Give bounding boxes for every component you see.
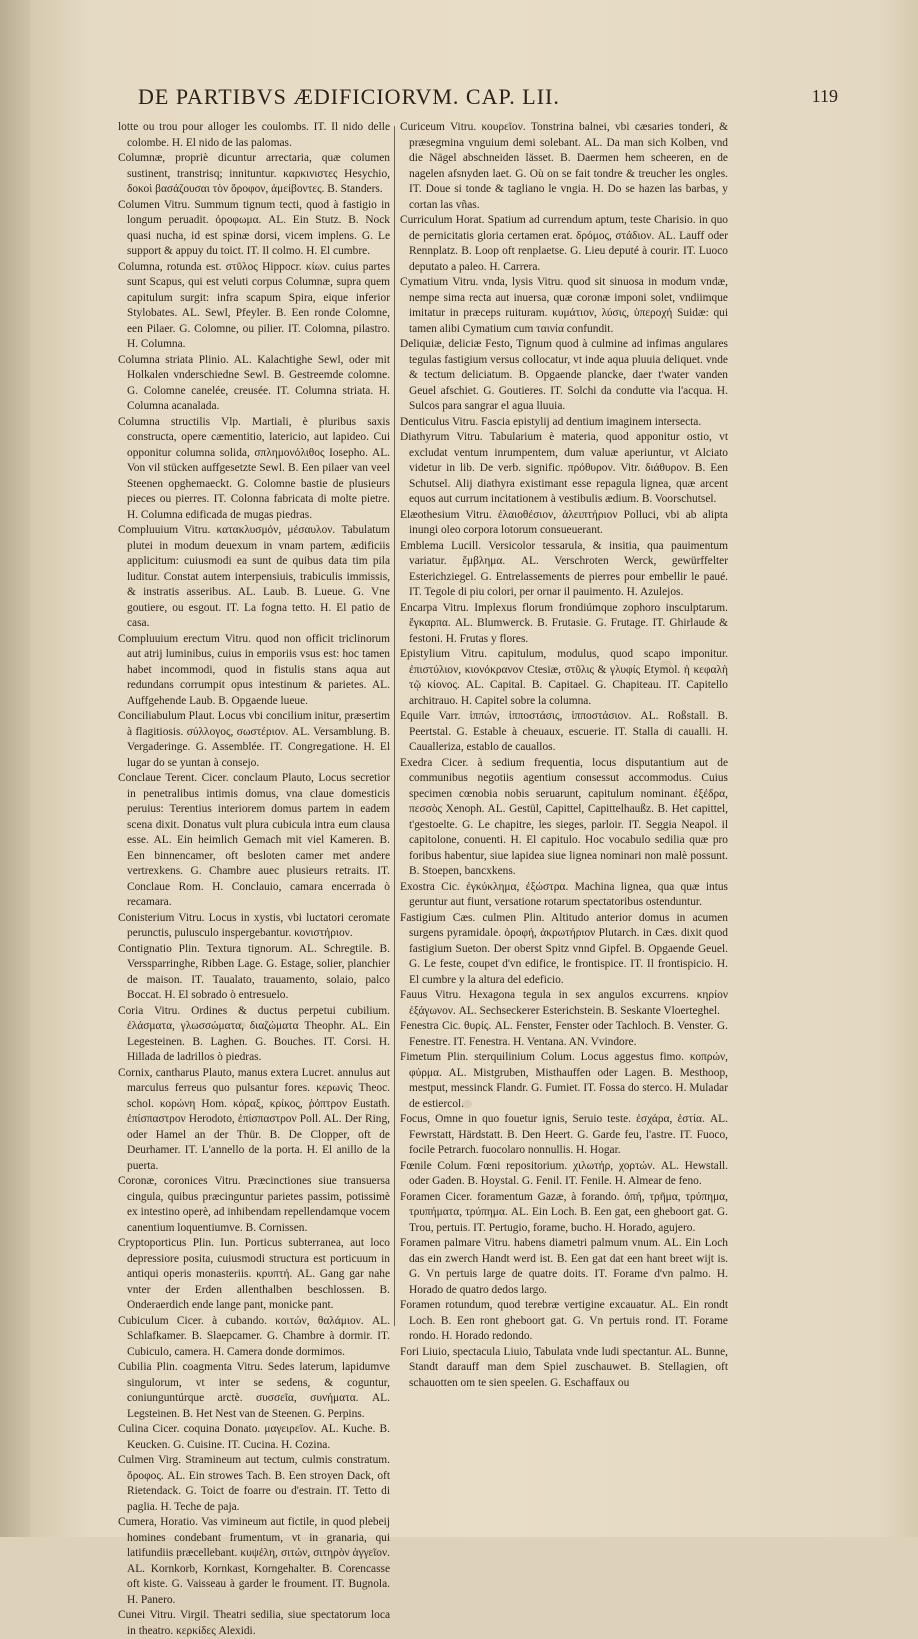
dictionary-entry: Elæothesium Vitru. ἐλαιοθέσιον, ἀλειπτήριον Polluci, vbi ab alipta inungi oleo corpora lotorum consueuerant. xyxy=(400,508,728,536)
column-divider xyxy=(394,126,395,1326)
dictionary-entry: Cubilia Plin. coagmenta Vitru. Sedes laterum, lapidumve singulorum, vt inter se sedens, & coguntur, coniunguntúrque arctè. συσσεῖα, συνήματα. AL. Legsteinen. B. Het Nest van de Steenen. G. Perpins. xyxy=(118,1361,390,1420)
dictionary-entry: Columen Vitru. Summum tignum tecti, quod à fastigio in longum peruadit. ὀροφωμα. AL. Ein Stutz. B. Nock quasi nucha, id est spinæ dorsi, vicem implens. G. Le support & appuy du toict. IT. Il colmo. H. El cumbre. xyxy=(118,198,390,257)
dictionary-entry: Encarpa Vitru. Implexus florum frondiúmque zophoro insculptarum. ἔγκαρπα. AL. Blumwerck. B. Frutasie. G. Frutage. IT. Ghirlaude & festoni. H. Frutas y flores. xyxy=(400,601,728,645)
binding-gutter xyxy=(0,0,30,1537)
dictionary-entry: Compluuium erectum Vitru. quod non officit triclinorum aut atrij luminibus, cuius in emporiis vsus est: hoc tamen habet incommodi, quod in fistulis stans aqua aut redundans corrumpit opus intestinum & parietes. AL. Auffgehende Laub. B. Opgaende lueue. xyxy=(118,632,390,707)
dictionary-entry: Denticulus Vitru. Fascia epistylij ad dentium imaginem intersecta. xyxy=(400,415,702,428)
dictionary-entry: Culmen Virg. Stramineum aut tectum, culmis constratum. ὄροφος. AL. Ein strowes Tach. B. Een stroyen Dack, oft Rietendack. G. Toict de foarre ou d'estrain. IT. Tetto di paglia. H. Teche de paja. xyxy=(118,1454,390,1513)
dictionary-entry: Fimetum Plin. sterquilinium Colum. Locus aggestus fimo. κοπρών, φύρμα. AL. Mistgruben, Misthauffen oder Lagen. B. Mesthoop, mestput, messinck Flandr. G. Fumiet. IT. Fossa do sterco. H. Muladar de estiercol. xyxy=(400,1051,728,1110)
dictionary-entry: Contignatio Plin. Textura tignorum. AL. Schregtile. B. Verssparringhe, Ribben Lage. G. Estage, solier, planchier de maison. IT. Taualato, trauamento, solaio, palco Boccat. H. El sobrado ò entresuelo. xyxy=(118,942,390,1001)
right-column xyxy=(400,120,728,1389)
dictionary-entry: Culina Cicer. coquina Donato. μαγειρεῖον. AL. Kuche. B. Keucken. G. Cuisine. IT. Cucina. H. Cozina. xyxy=(118,1423,390,1451)
dictionary-entry: Columna, rotunda est. στῦλος Hippocr. κίων. cuius partes sunt Scapus, qui est veluti corpus Columnæ, supra quem capitulum surgit: infra scapum Spira, eique inferior Stylobates. AL. Sewl, Pfeyler. B. Een ronde Colomne, een Pilaer. G. Colomne, ou pilier. IT. Colomna, pilastro. H. Columna. xyxy=(118,260,390,350)
dictionary-entry: Cryptoporticus Plin. Iun. Porticus subterranea, aut loco depressiore posita, cuiusmodi structura est porticuum in antiqui operis monasteriis. κρυπτή. AL. Gang gar nahe vnter der Erden allenthalben beschlossen. B. Onderaerdich ende lange pant, monicke pant. xyxy=(118,1237,390,1311)
dictionary-entry: Cubiculum Cicer. à cubando. κοιτών, θαλάμιον. AL. Schlafkamer. B. Slaepcamer. G. Chambre à dormir. IT. Cubiculo, camera. H. Camera donde dormimos. xyxy=(118,1314,390,1358)
dictionary-entry: Deliquiæ, deliciæ Festo, Tignum quod à culmine ad infimas angulares tegulas fastigium versus collocatur, vt inde aqua pluuia deliquet. vnde & tectum deliciatum. B. Opgaende plancke, daer t'water vanden Geuel afschiet. G. Goutieres. IT. Solchi da condutte via l'acqua. H. Sulcos para sangrar el agua lluuia. xyxy=(400,338,728,412)
dictionary-entry: Columna striata Plinio. AL. Kalachtighe Sewl, oder mit Holkalen vnderschiedne Sewl. B. Gestreemde colomne. G. Colomne canelée, creusée. IT. Columna striata. H. Columna acanalada. xyxy=(118,353,390,412)
dictionary-entry: Epistylium Vitru. capitulum, modulus, quod scapo imponitur. ἐπιστύλιον, κιονόκρανον Ctesiæ, στῦλις & γλυφίς Etymol. ἡ κεφαλὴ τῷ κίονος. AL. Capital. B. Capitael. G. Chapiteau. IT. Capitello architrauo. H. Capitel sobre la columna. xyxy=(400,648,728,707)
dictionary-entry: Exedra Cicer. à sedium frequentia, locus disputantium aut de communibus negotiis agentium consessut accommodus. Cuius specimen cœnobia nobis seruarunt, capitulum nominant. ἐξέδρα, πεσσὸς Xenoph. AL. Gestül, Capittel, Capittelhaußz. B. Het capittel, t'gestoelte. G. Le chapitre, les sieges, parloir. IT. Seggia Neapol. il capitolone, conuenti. H. El capitulo. Hoc vocabulo sedilia quæ pro foribus habentur, siue lapidea siue lignea nominari non malè possunt. B. Stoepen, bancxkens. xyxy=(400,756,728,877)
dictionary-entry: Curriculum Horat. Spatium ad currendum aptum, teste Charisio. in quo de pernicitatis gloria certamen erat. δρόμος, στάδιον. AL. Lauff oder Rennplatz. B. Loop oft renplaetse. G. Lieu deputé à courir. IT. Luoco deputato a paleo. H. Carrera. xyxy=(400,214,728,273)
dictionary-entry: Compluuium Vitru. κατακλυσμόν, μέσαυλον. Tabulatum plutei in modum deuexum in vnam partem, ædificiis applicitum: cuiusmodi ea sunt de quibus data tim pila luditur. Constat autem interpensiuis, trabiculis immissis, & instratis asseribus. AL. Laub. B. Lueue. G. Vne goutiere, ou esgout. IT. La fogna tetto. H. El patio de casa. xyxy=(118,524,390,629)
dictionary-entry: Cumera, Horatio. Vas vimineum aut fictile, in quod plebeij homines condebant frumentum, vt in granaria, qui latifundiis præcellebant. κυψέλη, σιτών, σιτηρὸν ἀγγεῖον. AL. Kornkorb, Kornkast, Korngehalter. B. Corencasse oft kiste. G. Vaisseau à garder le froument. IT. Bugnola. H. Panero. xyxy=(118,1516,390,1606)
running-title: DE PARTIBVS ÆDIFICIORVM. CAP. LII. xyxy=(138,84,560,109)
dictionary-entry: Foramen rotundum, quod terebræ vertigine excauatur. AL. Ein rondt Loch. B. Een ront gheboort gat. G. Vn pertuis rond. IT. Forame rondo. H. Horado redondo. xyxy=(400,1299,728,1342)
dictionary-entry: Foramen Cicer. foramentum Gazæ, à forando. ὀπή, τρῆμα, τρύπημα, τρυπήματα, τρύπημα. AL. Ein Loch. B. Een gat, een gheboort gat. G. Trou, pertuis. IT. Pertugio, forame, bucho. H. Horado, agujero. xyxy=(400,1190,728,1234)
dictionary-entry: lotte ou trou pour alloger les coulombs. IT. Il nido delle colombe. H. El nido de las palomas. xyxy=(118,121,390,149)
dictionary-entry: Conisterium Vitru. Locus in xystis, vbi luctatori ceromate perunctis, pulusculo inspergebantur. κονιστήριον. xyxy=(118,911,390,939)
dictionary-entry: Fœnile Colum. Fœni repositorium. χιλωτήρ, χορτών. AL. Hewstall. oder Gaden. B. Hoystal. G. Fenil. IT. Fenile. H. Almear de feno. xyxy=(400,1159,728,1187)
dictionary-entry: Coria Vitru. Ordines & ductus perpetui cubilium. ἐλάσματα, γλωσσώματα, διαζώματα Theophr. AL. Ein Legesteinen. B. Laghen. G. Bouches. IT. Corsi. H. Hillada de ladrillos ò piedras. xyxy=(118,1004,390,1063)
dictionary-entry: Diathyrum Vitru. Tabularium è materia, quod apponitur ostio, vt excludat ventum inrumpentem, dum valuæ aperiuntur, vt Alciato videtur in lib. De verb. signific. πρόθυρον. Vitr. διάθυρον. B. Een Schutsel. Alij diathyra existimant esse repagula lignea, quæ arcent equos aut currum incitationem à vestibulis ædium. B. Voorschutsel. xyxy=(400,431,728,505)
dictionary-entry: Columnæ, propriè dicuntur arrectaria, quæ columen sustinent, transtrisq; innituntur. καρκινιστες Hesychio, δοκοὶ βασάζουσαι τὸν ὄροφον, ἀμείβοντες. B. Standers. xyxy=(118,152,390,195)
dictionary-entry: Conclaue Terent. Cicer. conclaum Plauto, Locus secretior in penetralibus intimis domus, vna claue domesticis peruius: Terentius interiorem domus partem in eadem scena dixit. Donatus vult plura cubicula intra eum clausa esse. AL. Ein heimlich Gemach mit viel Kameren. B. Een binnencamer, oft besloten camer met andere vertrexkens. G. Chambre auec plusieurs retraits. IT. Conclaue Rom. H. Conclauio, camara encerrada ò recamara. xyxy=(118,772,390,908)
dictionary-entry: Cornix, cantharus Plauto, manus extera Lucret. annulus aut marculus ferreus quo pulsantur fores. κερωνὶς Theoc. schol. κορώνη Hom. κόραξ, κρίκος, ῥόπτρον Eustath. ἐπίσπαστρον Herodoto, ἐπίσπαστρον Poll. AL. Der Ring, oder Hamel an der Thür. B. De Clopper, oft de Deurhamer. IT. L'annello de la porta. H. El anillo de la puerta. xyxy=(118,1066,390,1172)
dictionary-entry: Fenestra Cic. θυρίς. AL. Fenster, Fenster oder Tachloch. B. Venster. G. Fenestre. IT. Fenestra. H. Ventana. AN. Vvindore. xyxy=(400,1020,728,1048)
dictionary-entry: Focus, Omne in quo fouetur ignis, Seruio teste. ἐσχάρα, ἑστία. AL. Fewrstatt, Härdstatt. B. Den Heert. G. Garde feu, l'astre. IT. Fuoco, focile Petrarch. fuocolaro nonnullis. H. Hogar. xyxy=(400,1113,728,1156)
dictionary-entry: Exostra Cic. ἐγκύκλημα, ἐξώστρα. Machina lignea, qua quæ intus geruntur aut fiunt, versatione rotarum spectatoribus ostenduntur. xyxy=(400,880,728,908)
dictionary-entry: Cunei Vitru. Virgil. Theatri sedilia, siue spectatorum loca in theatro. κερκίδες Alexidi. xyxy=(118,1609,390,1637)
dictionary-entry: Equile Varr. ἱππών, ἱπποστάσις, ἱπποστάσιον. AL. Roßstall. B. Peertstal. G. Estable à cheuaux, escuerie. IT. Stalla di caualli. H. Caualleriza, establo de cauallos. xyxy=(400,710,728,753)
dictionary-entry: Curiceum Vitru. κουρεῖον. Tonstrina balnei, vbi cæsaries tonderi, & præsegmina vnguium demi solebant. AL. Da man sich Kolben, vnd die Nägel abschneiden lässet. B. Daermen hem scheeren, en de nagelen afsnyden laet. G. Où on se fait tondre & treucher les ongles. IT. Doue si tonde & tagliano le vngia. H. Do se hazen las barbas, y cortan las vñas. xyxy=(400,121,728,211)
dictionary-entry: Fastigium Cæs. culmen Plin. Altitudo anterior domus in acumen surgens pyramidale. ὀροφή, ἀκρωτήριον Plutarch. in Cæs. dixit quod fastigium Sueton. Der oberst Spitz vnnd Gipfel. B. Opgaende Geuel. G. Le feste, coupet d'vn edifice, le frontispice. IT. Il frontispicio. H. El cumbre y la altura del edeficio. xyxy=(400,911,728,986)
dictionary-entry: Fori Liuio, spectacula Liuio, Tabulata vnde ludi spectantur. AL. Bunne, Standt darauff man dem Spiel zuschauwet. B. Stellagien, oft schauotten om te sien speelen. G. Eschaffaux ou xyxy=(400,1345,728,1389)
dictionary-entry: Emblema Lucill. Versicolor tessarula, & insitia, qua pauimentum variatur. ἔμβλημα. AL. Verschroten Werck, gewürffelter Esterichziegel. G. Entrelassements de pierres pour embellir le paué. IT. Tegole di piu colori, per ornar il pauimento. H. Azulejos. xyxy=(400,539,728,598)
dictionary-entry: Fauus Vitru. Hexagona tegula in sex angulos excurrens. κηρίον ἐξάγωνον. AL. Sechseckerer Esterichstein. B. Seskante Vloerteghel. xyxy=(400,989,728,1017)
dictionary-entry: Columna structilis Vlp. Martiali, è pluribus saxis constructa, opere cæmentitio, latericio, aut lapideo. Cui opponitur columna solida, σπλημονόλιθος Iosepho. AL. Von vil stücken auffgesetzte Sewl. B. Een pilaer van veel Steenen opghemaeckt. G. Colomne bastie de plusieurs pieces ou pierres. IT. Colonna fabricata di molte pietre. H. Columna edificada de mugas piedras. xyxy=(118,415,390,521)
page-number: 119 xyxy=(811,86,838,106)
dictionary-entry: Coronæ, coronices Vitru. Præcinctiones siue transuersa cingula, quibus præcinguntur parietes passim, potissimè ex intestino operè, ad inhibendam repellendamque vocem canentium loquentiumve. B. Cornissen. xyxy=(118,1175,390,1234)
page-header xyxy=(118,84,838,118)
dictionary-entry: Conciliabulum Plaut. Locus vbi concilium initur, præsertim à flagitiosis. σύλλογος, σωστέριον. AL. Versamblung. B. Vergaderinge. G. Assemblée. IT. Congregatione. H. El lugar do se yuntan à consejo. xyxy=(118,710,390,769)
dictionary-entry: Cymatium Vitru. vnda, lysis Vitru. quod sit sinuosa in modum vndæ, nempe sima recta aut inuersa, quæ coronæ imponi solet, vndiimque imitatur in præceps ruituram. κυμάτιον, λύσις, ὑπεροχή Suidæ: qui tamen alibi Cymatium cum ταινία confundit. xyxy=(400,276,728,335)
left-column xyxy=(118,120,390,1637)
dictionary-entry: Foramen palmare Vitru. habens diametri palmum vnum. AL. Ein Loch das ein zwerch Handt werd ist. B. Een gat dat een hant breet wijt is. G. Vn pertuis large de quatre doits. IT. Forame d'vn palmo. H. Horado de quatro dedos largo. xyxy=(400,1237,728,1296)
